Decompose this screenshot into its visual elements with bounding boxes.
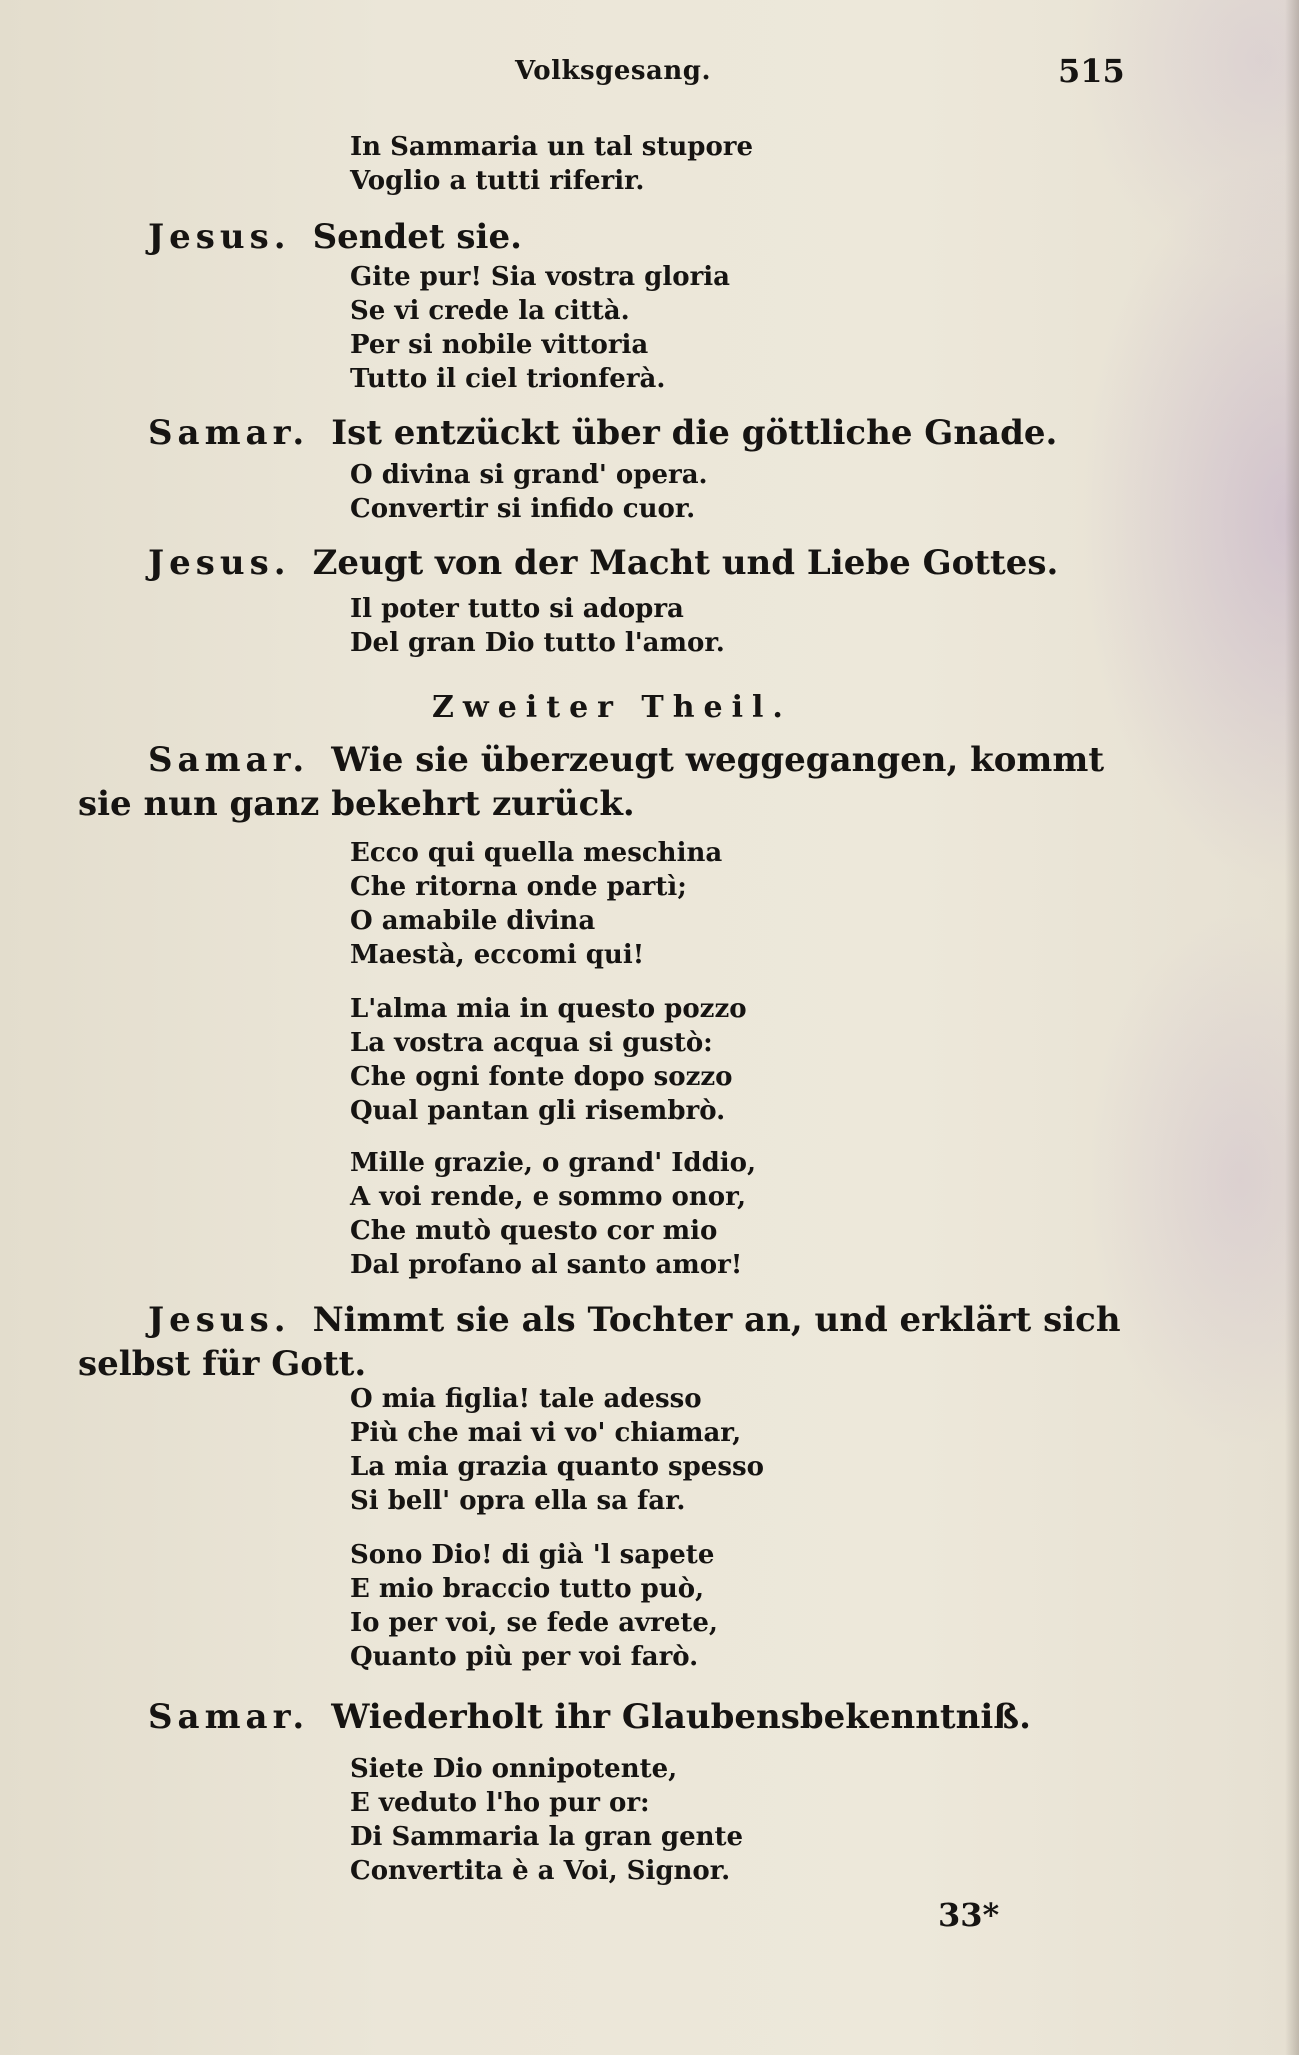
stage-direction: Ist entzückt über die göttliche Gnade. xyxy=(331,413,1058,453)
verse-line: Mille grazie, o grand' Iddio, xyxy=(350,1148,757,1178)
verse-line: A voi rende, e sommo onor, xyxy=(350,1182,747,1212)
verse-block-4 xyxy=(350,592,725,660)
verse-line: Che ogni fonte dopo sozzo xyxy=(350,1062,733,1092)
verse-block-2 xyxy=(350,260,730,396)
verse-line: La mia grazia quanto spesso xyxy=(350,1452,764,1482)
verse-line: Del gran Dio tutto l'amor. xyxy=(350,628,725,658)
verse-line: Si bell' opra ella sa far. xyxy=(350,1486,686,1516)
speaker-line-samar-2 xyxy=(148,1694,1031,1740)
verse-line: E mio braccio tutto può, xyxy=(350,1574,705,1604)
verse-block-8 xyxy=(350,1382,764,1518)
stage-direction: Wie sie überzeugt weggegangen, kommt sie nun ganz bekehrt zurück. xyxy=(78,740,1105,824)
verse-line: Dal profano al santo amor! xyxy=(350,1250,743,1280)
verse-line: Per si nobile vittoria xyxy=(350,330,649,360)
speaker-line-jesus-1 xyxy=(148,214,522,260)
speaker-name: Jesus. xyxy=(148,1300,291,1340)
verse-line: Maestà, eccomi qui! xyxy=(350,940,645,970)
speaker-name: Samar. xyxy=(148,740,310,780)
verse-line: Il poter tutto si adopra xyxy=(350,594,684,624)
verse-block-10 xyxy=(350,1752,743,1888)
stage-direction: Nimmt sie als Tochter an, und erklärt sich selbst für Gott. xyxy=(78,1300,1121,1384)
speaker-line-jesus-2 xyxy=(148,540,1058,586)
verse-line: Ecco qui quella meschina xyxy=(350,838,723,868)
verse-line: Siete Dio onnipotente, xyxy=(350,1754,678,1784)
verse-line: L'alma mia in questo pozzo xyxy=(350,994,747,1024)
verse-line: Convertita è a Voi, Signor. xyxy=(350,1856,731,1886)
verse-line: La vostra acqua si gustò: xyxy=(350,1028,713,1058)
stage-direction: Zeugt von der Macht und Liebe Gottes. xyxy=(312,543,1059,583)
speaker-name: Samar. xyxy=(148,1697,310,1737)
speaker-name: Samar. xyxy=(148,413,310,453)
verse-line: Gite pur! Sia vostra gloria xyxy=(350,262,730,292)
verse-block-9 xyxy=(350,1538,718,1674)
page-number: 515 xyxy=(1058,52,1125,90)
verse-line: In Sammaria un tal stupore xyxy=(350,132,754,162)
verse-line: Qual pantan gli risembrò. xyxy=(350,1096,726,1126)
verse-block-7 xyxy=(350,1146,756,1282)
verse-line: Che mutò questo cor mio xyxy=(350,1216,718,1246)
verse-line: E veduto l'ho pur or: xyxy=(350,1788,650,1818)
verse-line: O divina si grand' opera. xyxy=(350,460,708,490)
speaker-name: Jesus. xyxy=(148,217,291,257)
verse-line: Io per voi, se fede avrete, xyxy=(350,1608,718,1638)
speaker-name: Jesus. xyxy=(148,543,291,583)
printer-signature-mark: 33* xyxy=(938,1896,1000,1934)
stage-direction: Sendet sie. xyxy=(312,217,522,257)
stage-direction: Wiederholt ihr Glaubensbekenntniß. xyxy=(331,1697,1031,1737)
verse-line: Voglio a tutti riferir. xyxy=(350,166,645,196)
verse-block-3 xyxy=(350,458,708,526)
verse-line: Se vi crede la città. xyxy=(350,296,630,326)
verse-line: O amabile divina xyxy=(350,906,596,936)
verse-line: Quanto più per voi farò. xyxy=(350,1642,699,1672)
verse-line: Che ritorna onde partì; xyxy=(350,872,687,902)
verse-block-1 xyxy=(350,130,753,198)
speaker-paragraph-samar xyxy=(78,738,1128,826)
verse-line: O mia figlia! tale adesso xyxy=(350,1384,702,1414)
verse-block-5 xyxy=(350,836,722,972)
speaker-line-samar-1 xyxy=(148,410,1057,456)
section-heading: Zweiter Theil. xyxy=(432,690,792,725)
verse-line: Convertir si infido cuor. xyxy=(350,494,696,524)
verse-line: Più che mai vi vo' chiamar, xyxy=(350,1418,742,1448)
verse-line: Tutto il ciel trionferà. xyxy=(350,364,666,394)
verse-block-6 xyxy=(350,992,747,1128)
verse-line: Sono Dio! di già 'l sapete xyxy=(350,1540,715,1570)
running-header: Volksgesang. xyxy=(515,56,711,86)
speaker-paragraph-jesus xyxy=(78,1298,1128,1386)
verse-line: Di Sammaria la gran gente xyxy=(350,1822,744,1852)
